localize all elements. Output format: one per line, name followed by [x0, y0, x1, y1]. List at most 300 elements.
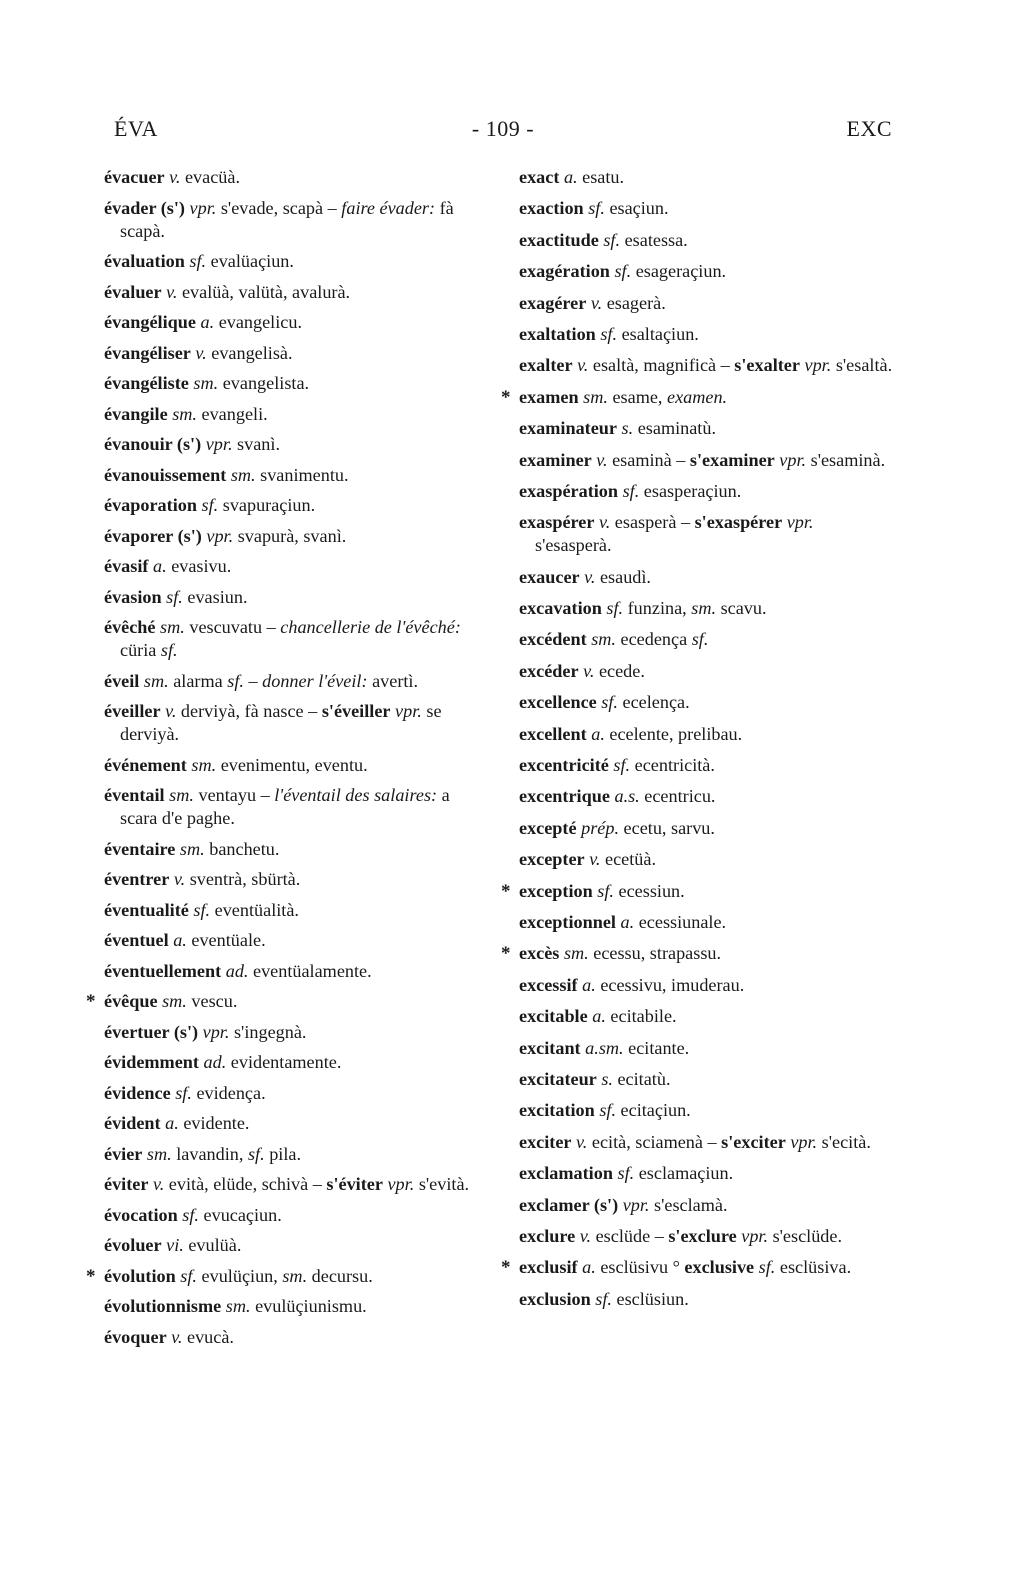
entry-translation: evulüçiunismu.	[255, 1296, 367, 1316]
entry-grammar: sf.	[606, 598, 624, 619]
entry-grammar: a.	[582, 1257, 596, 1278]
entry-headword: exalter	[519, 355, 573, 376]
entry-grammar: sm.	[230, 464, 256, 485]
dictionary-entry	[519, 1099, 893, 1122]
entry-translation: s'ecità.	[821, 1131, 871, 1152]
entry-headword: éventail	[104, 785, 165, 805]
dictionary-entry	[104, 1234, 476, 1257]
entry-translation: lavandin,	[176, 1143, 244, 1164]
entry-translation: esaminatù.	[637, 418, 717, 439]
entry-headword: évangile	[104, 403, 168, 424]
entry-grammar: v.	[166, 281, 178, 302]
dictionary-entry	[519, 197, 893, 220]
dictionary-entry	[104, 1143, 476, 1166]
entry-translation: evacüà.	[184, 167, 240, 187]
dictionary-entry	[104, 899, 476, 922]
entry-grammar: vi.	[166, 1235, 184, 1255]
entry-grammar: v.	[576, 1131, 588, 1152]
dictionary-entry	[104, 1265, 476, 1288]
entry-example: donner l'éveil:	[262, 670, 368, 691]
entry-grammar: sf.	[189, 251, 207, 271]
entry-translation: se derviyà.	[120, 701, 442, 744]
entry-grammar: sm.	[583, 386, 608, 407]
dictionary-entry	[519, 1005, 893, 1028]
entry-translation: ecentricu.	[644, 786, 716, 807]
entry-translation: decursu.	[311, 1265, 373, 1286]
entry-translation: s'esaltà.	[835, 355, 893, 376]
dictionary-entry	[104, 433, 476, 456]
entry-headword: exaucer	[519, 566, 580, 587]
dictionary-entry	[519, 848, 893, 871]
header-right-guideword: EXC	[846, 116, 892, 141]
entry-headword: éviter	[104, 1174, 149, 1194]
entry-translation: –	[248, 670, 258, 691]
entry-subheadword: s'exalter	[734, 355, 800, 376]
entry-grammar: sf.	[691, 629, 709, 650]
entry-headword: évident	[104, 1113, 161, 1133]
entry-headword: évocation	[104, 1204, 178, 1225]
entry-translation: evasiun.	[187, 586, 248, 607]
entry-subheadword: s'exciter	[721, 1131, 786, 1152]
entry-translation: evalüà, valütà, avalurà.	[181, 281, 351, 302]
dictionary-entry	[104, 586, 476, 609]
entry-headword: excédent	[519, 629, 587, 650]
dictionary-entry	[519, 785, 893, 808]
entry-translation: esatessa.	[624, 229, 688, 250]
entry-headword: examiner	[519, 449, 592, 470]
entry-grammar: sm.	[191, 754, 217, 775]
entry-headword: éventuellement	[104, 960, 222, 981]
entry-headword: exactitude	[519, 229, 599, 250]
entry-translation: svapurà, svanì.	[237, 525, 347, 546]
entry-example: examen.	[667, 386, 728, 407]
entry-translation: svapuraçiun.	[222, 495, 316, 515]
entry-grammar: a.	[582, 974, 596, 995]
entry-grammar: a.sm.	[585, 1037, 624, 1058]
entry-subheadword: s'exclure	[668, 1225, 737, 1246]
entry-headword: éventualité	[104, 899, 189, 920]
entry-translation: s'ingegnà.	[233, 1021, 307, 1042]
entry-grammar: vpr.	[741, 1225, 769, 1246]
entry-grammar: sm.	[691, 598, 717, 619]
entry-grammar: sm.	[146, 1143, 172, 1164]
entry-grammar: v.	[598, 512, 611, 533]
entry-headword: excitable	[519, 1006, 588, 1027]
dictionary-entry	[104, 1173, 476, 1196]
entry-grammar: vpr.	[790, 1131, 818, 1152]
dictionary-entry	[104, 1082, 476, 1105]
dictionary-entry	[104, 494, 476, 517]
dictionary-entry	[519, 566, 893, 589]
dictionary-entry	[519, 386, 893, 409]
entry-translation: ecessu, strapassu.	[593, 943, 722, 964]
entry-headword: évangéliste	[104, 373, 189, 393]
entry-headword: exagération	[519, 261, 610, 282]
entry-translation: esclüsiun.	[616, 1288, 689, 1309]
dictionary-entry	[104, 250, 476, 273]
entry-translation: esaltà, magnificà –	[592, 355, 730, 376]
entry-translation: esagerà.	[606, 292, 666, 313]
entry-headword: exception	[519, 880, 593, 901]
entry-headword: excéder	[519, 660, 579, 681]
dictionary-entry	[519, 660, 893, 683]
entry-headword: examinateur	[519, 418, 617, 439]
entry-translation: evucà.	[187, 1326, 234, 1347]
page-number: - 109 -	[471, 116, 535, 141]
dictionary-entry	[104, 525, 476, 548]
dictionary-entry	[519, 480, 893, 503]
entry-headword: excessif	[519, 974, 578, 995]
entry-translation: ecessiun.	[618, 880, 685, 901]
entry-translation: esaçiun.	[609, 198, 669, 219]
dictionary-entry	[104, 1021, 476, 1044]
entry-headword: exclure	[519, 1225, 576, 1246]
dictionary-entry	[104, 166, 476, 189]
entry-headword: évêché	[104, 617, 156, 637]
dictionary-entry	[104, 929, 476, 952]
entry-translation: ecelença.	[622, 692, 690, 713]
entry-grammar: v.	[583, 660, 595, 681]
entry-translation: evangelista.	[222, 373, 310, 393]
entry-translation: evangeli.	[201, 403, 268, 424]
entry-grammar: sf.	[758, 1257, 776, 1278]
entry-translation: evangelisà.	[211, 342, 293, 363]
entry-headword: évolutionnisme	[104, 1296, 222, 1316]
entry-headword: excellent	[519, 723, 587, 744]
entry-grammar: v.	[579, 1225, 592, 1246]
entry-translation: alarma	[173, 670, 223, 691]
dictionary-entry	[519, 817, 893, 840]
entry-grammar: v.	[173, 869, 186, 889]
entry-translation: pila.	[269, 1143, 302, 1164]
entry-headword: évidemment	[104, 1052, 199, 1072]
dictionary-entry	[519, 691, 893, 714]
entry-headword: éventuel	[104, 930, 169, 950]
entry-headword: évidence	[104, 1082, 171, 1103]
dictionary-entry	[104, 700, 476, 746]
dictionary-entry	[519, 723, 893, 746]
dictionary-entry	[104, 197, 476, 243]
header-left-guideword: ÉVA	[114, 116, 158, 141]
entry-translation: evangelicu.	[218, 312, 303, 332]
entry-translation: esclüde –	[595, 1225, 664, 1246]
dictionary-entry	[519, 292, 893, 315]
dictionary-entry	[519, 1256, 893, 1279]
entry-grammar: sm.	[193, 373, 219, 393]
entry-headword: excavation	[519, 598, 602, 619]
dictionary-entry	[104, 1326, 476, 1349]
entry-grammar: v.	[577, 355, 589, 376]
entry-translation: cüria	[120, 640, 157, 660]
entry-headword: évasif	[104, 556, 149, 576]
entry-translation: evucaçiun.	[203, 1204, 282, 1225]
entry-translation: s'evità.	[418, 1174, 470, 1194]
dictionary-entry	[519, 417, 893, 440]
entry-grammar: sm.	[162, 991, 187, 1011]
entry-translation: ecessivu, imuderau.	[600, 974, 745, 995]
entry-grammar: vpr.	[395, 701, 422, 721]
dictionary-entry	[519, 1068, 893, 1091]
entry-headword: évolution	[104, 1265, 176, 1286]
entry-translation: vescuvatu –	[189, 617, 276, 637]
entry-headword: exact	[519, 167, 560, 187]
dictionary-entry	[519, 880, 893, 903]
entry-translation: esasperaçiun.	[643, 480, 742, 501]
entry-grammar: s.	[621, 418, 634, 439]
entry-grammar: v.	[165, 701, 177, 721]
entry-translation: ecede.	[598, 660, 645, 681]
entry-headword: évader (s')	[104, 197, 185, 218]
dictionary-entry	[519, 449, 893, 472]
entry-headword: évacuer	[104, 167, 165, 187]
entry-headword: exceptionnel	[519, 911, 616, 932]
dictionary-entry	[104, 1295, 476, 1318]
entry-translation: ecessiunale.	[638, 911, 727, 932]
entry-translation: ecitante.	[628, 1037, 690, 1058]
dictionary-entry	[519, 1288, 893, 1311]
entry-grammar: sm.	[282, 1265, 308, 1286]
entry-grammar: sf.	[600, 323, 618, 344]
entry-translation: evenimentu, eventu.	[220, 754, 368, 775]
entry-headword: éveil	[104, 670, 140, 691]
entry-translation: sventrà, sbürtà.	[189, 869, 301, 889]
dictionary-entry	[104, 990, 476, 1013]
entry-translation: esaminà –	[612, 449, 686, 470]
entry-grammar: sf.	[166, 586, 183, 607]
entry-grammar: sm.	[591, 629, 616, 650]
entry-headword: exagérer	[519, 292, 587, 313]
entry-grammar: v.	[590, 292, 603, 313]
entry-translation: eventüalamente.	[253, 960, 372, 981]
entry-grammar: sf.	[614, 261, 632, 282]
entry-translation: esageraçiun.	[635, 261, 727, 282]
entry-translation: ecetüà.	[605, 849, 656, 870]
entry-subheadword: s'examiner	[689, 449, 775, 470]
entry-translation: evulüçiun,	[201, 1265, 278, 1286]
entry-headword: éveiller	[104, 701, 161, 721]
entry-grammar: vpr.	[622, 1194, 650, 1215]
dictionary-entry	[519, 1225, 893, 1248]
entry-grammar: v.	[589, 849, 601, 870]
dictionary-entry	[104, 1204, 476, 1227]
entry-grammar: sf.	[613, 755, 631, 776]
dictionary-entry	[519, 911, 893, 934]
dictionary-entry	[104, 616, 476, 662]
entry-translation: fà scapà.	[120, 197, 454, 241]
entry-headword: évoquer	[104, 1326, 167, 1347]
entry-headword: éventrer	[104, 869, 170, 889]
entry-grammar: sf.	[603, 229, 621, 250]
entry-grammar: sf.	[247, 1143, 265, 1164]
entry-grammar: v.	[169, 167, 181, 187]
entry-grammar: sm.	[169, 785, 194, 805]
entry-headword: excentrique	[519, 786, 610, 807]
entry-translation: ecedença	[620, 629, 688, 650]
entry-grammar: vpr.	[779, 449, 807, 470]
entry-grammar: a.	[165, 1113, 179, 1133]
entry-grammar: sm.	[160, 617, 185, 637]
entry-headword: excepté	[519, 817, 577, 838]
entry-headword: excitation	[519, 1100, 595, 1121]
entry-translation: vescu.	[191, 991, 238, 1011]
entry-headword: excentricité	[519, 755, 609, 776]
entry-headword: évanouissement	[104, 464, 227, 485]
entry-grammar: v.	[152, 1174, 165, 1194]
dictionary-entry	[519, 974, 893, 997]
entry-translation: ecetu, sarvu.	[623, 817, 715, 838]
entry-grammar: vpr.	[804, 355, 832, 376]
dictionary-entry	[104, 670, 476, 693]
entry-translation: esatu.	[582, 167, 625, 187]
entry-headword: évier	[104, 1143, 143, 1164]
dictionary-entry	[519, 1194, 893, 1217]
dictionary-entry	[104, 868, 476, 891]
entry-translation: s'evade, scapà –	[220, 197, 337, 218]
entry-headword: exaspération	[519, 480, 619, 501]
entry-headword: exclusion	[519, 1288, 591, 1309]
dictionary-entry	[104, 311, 476, 334]
entry-translation: avertì.	[372, 670, 419, 691]
dictionary-entry	[519, 166, 893, 189]
entry-translation: evidente.	[183, 1113, 250, 1133]
entry-translation: svanì.	[237, 434, 280, 454]
entry-translation: derviyà, fà nasce –	[180, 701, 318, 721]
dictionary-entry	[104, 784, 476, 830]
dictionary-entry	[519, 1037, 893, 1060]
entry-grammar: prép.	[581, 817, 619, 838]
entry-translation: ventayu –	[198, 785, 270, 805]
dictionary-entry	[519, 1131, 893, 1154]
entry-grammar: sf.	[601, 692, 618, 713]
entry-translation: esaudì.	[599, 566, 651, 587]
entry-headword: évangélique	[104, 312, 196, 332]
entry-translation: funzina,	[627, 598, 687, 619]
entry-subheadword: s'éviter	[326, 1174, 383, 1194]
entry-example: chancellerie de l'évêché:	[280, 617, 461, 637]
entry-translation: esclüsiva.	[779, 1257, 852, 1278]
entry-headword: examen	[519, 386, 579, 407]
entry-translation: esasperà –	[614, 512, 691, 533]
dictionary-entry	[519, 1162, 893, 1185]
entry-translation: s'esasperà.	[535, 535, 612, 556]
entry-grammar: a.	[620, 911, 635, 932]
entry-grammar: vpr.	[387, 1174, 415, 1194]
entry-translation: evidença.	[196, 1082, 266, 1103]
entry-headword: exciter	[519, 1131, 572, 1152]
entry-grammar: a.	[563, 167, 578, 187]
entry-grammar: v.	[596, 449, 608, 470]
entry-translation: ecelente, prelibau.	[609, 723, 743, 744]
entry-headword: évoluer	[104, 1235, 162, 1255]
entry-grammar: sf.	[182, 1204, 199, 1225]
entry-grammar: vpr.	[189, 197, 217, 218]
dictionary-entry	[104, 754, 476, 777]
entry-grammar: sf.	[201, 495, 219, 515]
entry-example: l'éventail des salaires:	[274, 785, 438, 805]
entry-grammar: vpr.	[786, 512, 814, 533]
entry-headword: évaluation	[104, 251, 185, 271]
entry-grammar: sf.	[160, 640, 178, 660]
entry-grammar: v.	[195, 342, 207, 363]
dictionary-entry	[519, 260, 893, 283]
dictionary-entry	[519, 942, 893, 965]
entry-headword: événement	[104, 754, 187, 775]
entry-translation: ecità, sciamenà –	[591, 1131, 717, 1152]
entry-grammar: sf.	[597, 880, 614, 901]
entry-translation: evalüaçiun.	[210, 251, 294, 271]
entry-headword: évaporation	[104, 495, 197, 515]
dictionary-entry	[104, 372, 476, 395]
entry-subheadword: exclusive	[684, 1257, 755, 1278]
entry-grammar: sf.	[193, 899, 211, 920]
entry-headword: évertuer (s')	[104, 1021, 199, 1042]
entry-headword: exclusif	[519, 1257, 578, 1278]
entry-translation: eventüale.	[191, 930, 266, 950]
entry-translation: evasivu.	[171, 556, 232, 576]
dictionary-entry	[104, 555, 476, 578]
dictionary-entry	[519, 754, 893, 777]
entry-grammar: v.	[171, 1326, 183, 1347]
entry-headword: exclamer (s')	[519, 1194, 619, 1215]
entry-translation: esclamaçiun.	[638, 1163, 734, 1184]
entry-grammar: vpr.	[202, 1021, 230, 1042]
dictionary-entry	[104, 281, 476, 304]
right-column	[519, 166, 893, 1319]
entry-translation: scavu.	[720, 598, 767, 619]
entry-grammar: a.s.	[614, 786, 640, 807]
entry-headword: éventaire	[104, 838, 176, 859]
entry-grammar: sf.	[588, 198, 605, 219]
dictionary-entry	[519, 597, 893, 620]
dictionary-entry	[104, 464, 476, 487]
entry-grammar: ad.	[203, 1052, 227, 1072]
entry-subheadword: s'exaspérer	[694, 512, 783, 533]
entry-grammar: vpr.	[205, 434, 233, 454]
entry-grammar: sm.	[179, 838, 205, 859]
entry-subheadword: s'éveiller	[321, 701, 391, 721]
entry-translation: esclüsivu °	[600, 1257, 680, 1278]
dictionary-entry	[519, 323, 893, 346]
dictionary-entry	[104, 1112, 476, 1135]
entry-grammar: sm.	[563, 943, 589, 964]
entry-headword: exaltation	[519, 323, 596, 344]
dictionary-entry	[104, 342, 476, 365]
entry-headword: évaluer	[104, 281, 162, 302]
entry-grammar: sm.	[143, 670, 169, 691]
dictionary-entry	[104, 403, 476, 426]
dictionary-entry	[519, 628, 893, 651]
entry-translation: s'esclamà.	[654, 1194, 728, 1215]
entry-grammar: v.	[584, 566, 596, 587]
entry-grammar: sm.	[172, 403, 197, 424]
entry-example: faire évader:	[341, 197, 436, 218]
entry-translation: a scara d'e paghe.	[120, 785, 450, 828]
entry-headword: excès	[519, 943, 560, 964]
entry-grammar: sf.	[617, 1163, 635, 1184]
entry-translation: eventüalità.	[214, 899, 299, 920]
entry-translation: ecentricità.	[634, 755, 715, 776]
left-column	[104, 166, 476, 1356]
entry-translation: evidentamente.	[230, 1052, 342, 1072]
entry-translation: evulüà.	[188, 1235, 242, 1255]
entry-headword: évaporer (s')	[104, 525, 202, 546]
entry-grammar: ad.	[225, 960, 249, 981]
entry-translation: ecitabile.	[610, 1006, 677, 1027]
entry-headword: évanouir (s')	[104, 434, 202, 454]
entry-grammar: a.	[173, 930, 187, 950]
entry-headword: évêque	[104, 991, 158, 1011]
dictionary-entry	[104, 960, 476, 983]
